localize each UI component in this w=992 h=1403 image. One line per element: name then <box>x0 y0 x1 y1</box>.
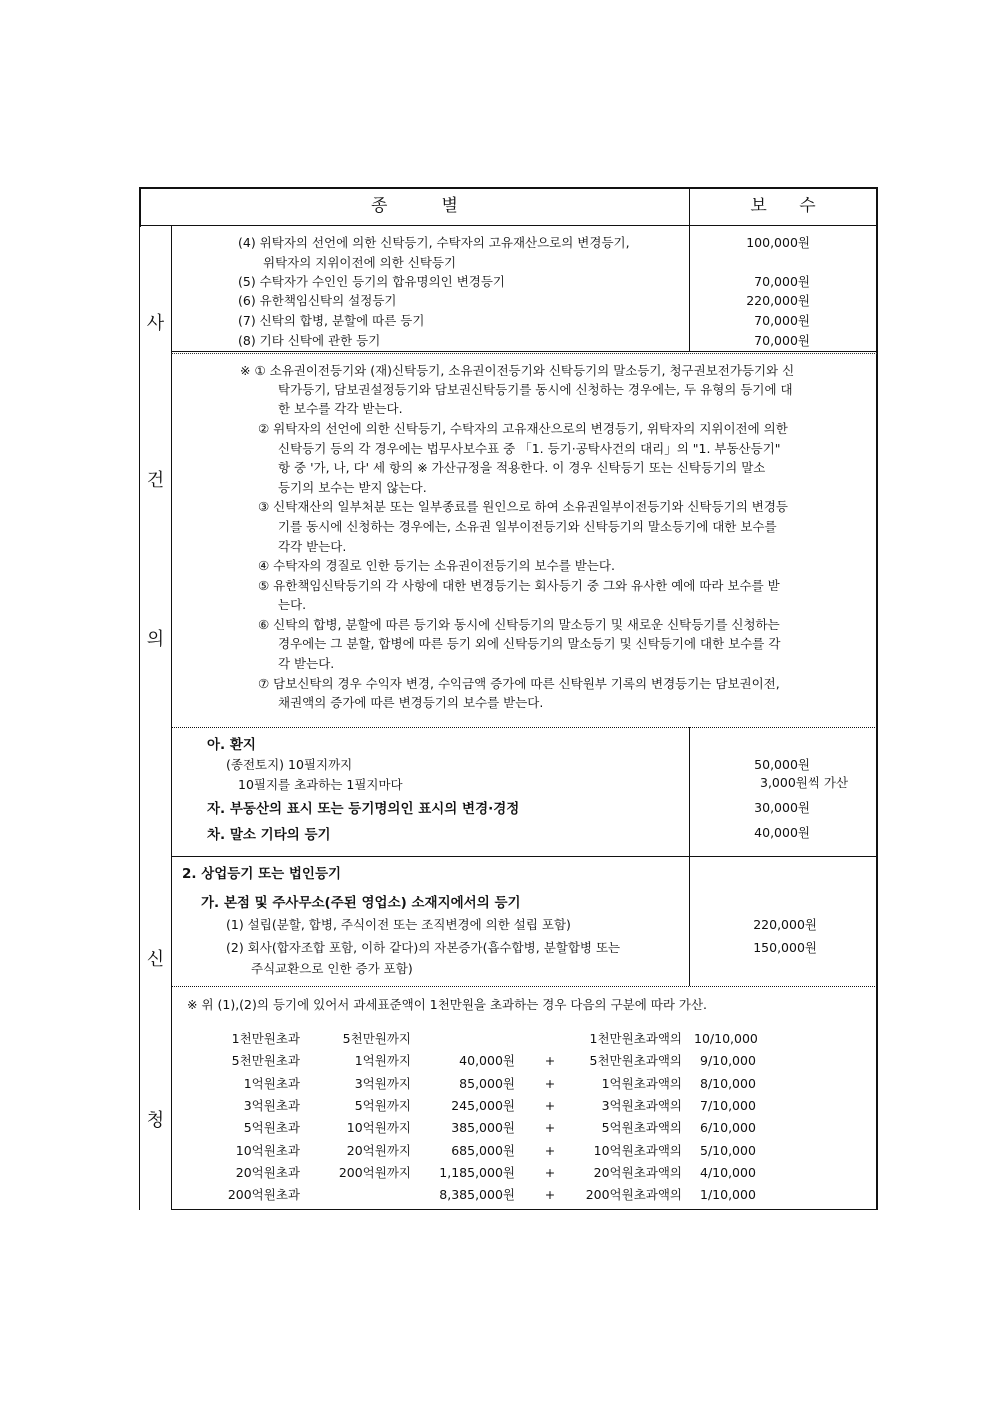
header-fee: 보 수 <box>750 196 816 216</box>
side-column-left-border <box>139 226 140 1210</box>
trust-item-5: (5) 수탁자가 수인인 등기의 합유명의인 변경등기 <box>238 274 505 289</box>
surcharge-plus: + <box>544 1076 556 1091</box>
header-bottom-border <box>139 225 878 226</box>
surcharge-from: 1억원초과 <box>243 1076 300 1091</box>
trust-item-4: (4) 위탁자의 선언에 의한 신탁등기, 수탁자의 고유재산으로의 변경등기, <box>238 235 630 250</box>
note-line: 한 보수를 각각 받는다. <box>278 401 403 416</box>
section-ja-fee: 30,000원 <box>754 800 810 815</box>
surcharge-base: 245,000원 <box>451 1098 515 1113</box>
surcharge-over: 5천만원초과액의 <box>589 1053 682 1068</box>
surcharge-from: 5천만원초과 <box>231 1053 300 1068</box>
surcharge-plus: + <box>544 1098 556 1113</box>
side-label-ui: 의 <box>146 629 165 650</box>
surcharge-to: 3억원까지 <box>354 1076 411 1091</box>
surcharge-rate: 7/10,000 <box>700 1098 756 1113</box>
note-line: 는다. <box>278 597 307 612</box>
section-cha-fee: 40,000원 <box>754 825 810 840</box>
section-2-item2-cont: 주식교환으로 인한 증가 포함) <box>251 961 413 976</box>
surcharge-rate: 6/10,000 <box>700 1120 756 1135</box>
surcharge-to: 5억원까지 <box>354 1098 411 1113</box>
section-a-title: 아. 환지 <box>207 737 256 753</box>
surcharge-from: 5억원초과 <box>243 1120 300 1135</box>
trust-item-5-fee: 70,000원 <box>754 274 810 289</box>
trust-item-8-fee: 70,000원 <box>754 333 810 348</box>
surcharge-to: 20억원까지 <box>346 1143 411 1158</box>
table-bottom-border <box>171 1209 877 1210</box>
section-2-title: 2. 상업등기 또는 법인등기 <box>182 866 342 882</box>
row-separator-2 <box>171 353 877 354</box>
surcharge-over: 20억원초과액의 <box>593 1165 682 1180</box>
note-line: ② 위탁자의 선언에 의한 신탁등기, 수탁자의 고유재산으로의 변경등기, 위탁자의 지위이전에 의한 <box>258 421 788 436</box>
surcharge-plus: + <box>544 1053 556 1068</box>
note-line: 항 중 '가, 나, 다' 세 항의 ※ 가산규정을 적용한다. 이 경우 신탁등기 또는 신탁등기의 말소 <box>278 460 766 475</box>
section-2-fee1: 220,000원 <box>753 917 817 932</box>
section-a-line2: 10필지를 초과하는 1필지마다 <box>238 777 403 792</box>
note-line: ③ 신탁재산의 일부처분 또는 일부종료를 원인으로 하여 소유권일부이전등기와 신탁등기의 변경등 <box>258 499 788 514</box>
note-line: 등기의 보수는 받지 않는다. <box>278 480 427 495</box>
side-label-sa: 사 <box>146 313 165 334</box>
trust-item-4-cont: 위탁자의 지위이전에 의한 신탁등기 <box>263 255 457 270</box>
surcharge-to: 1억원까지 <box>354 1053 411 1068</box>
section-2-ga: 가. 본점 및 주사무소(주된 영업소) 소재지에서의 등기 <box>201 895 521 911</box>
side-column-right-border <box>171 226 172 1210</box>
side-label-geon: 건 <box>146 470 165 491</box>
surcharge-base: 385,000원 <box>451 1120 515 1135</box>
row-separator-5 <box>171 986 877 987</box>
surcharge-from: 1천만원초과 <box>231 1031 300 1046</box>
trust-item-4-fee: 100,000원 <box>746 235 810 250</box>
note-line: 각각 받는다. <box>278 539 347 554</box>
surcharge-over: 5억원초과액의 <box>601 1120 682 1135</box>
section-cha: 차. 말소 기타의 등기 <box>207 827 331 843</box>
row-separator-3 <box>171 727 877 728</box>
surcharge-to: 5천만원까지 <box>342 1031 411 1046</box>
surcharge-to: 200억원까지 <box>338 1165 411 1180</box>
note-line: 각 받는다. <box>278 656 335 671</box>
header-kind: 종 별 <box>371 196 458 216</box>
surcharge-note: ※ 위 (1),(2)의 등기에 있어서 과세표준액이 1천만원을 초과하는 경우 다음의 구분에 따라 가산. <box>187 997 708 1012</box>
note-line: ⑦ 담보신탁의 경우 수익자 변경, 수익금액 증가에 따른 신탁원부 기록의 변경등기는 담보권이전, <box>258 676 780 691</box>
surcharge-plus: + <box>544 1143 556 1158</box>
trust-item-8: (8) 기타 신탁에 관한 등기 <box>238 333 381 348</box>
section-2-item1: (1) 설립(분할, 합병, 주식이전 또는 조직변경에 의한 설립 포함) <box>226 917 571 932</box>
note-line: 신탁등기 등의 각 경우에는 법무사보수표 중 「1. 등기·공탁사건의 대리」의 "1. 부동산등기" <box>278 441 781 456</box>
surcharge-rate: 5/10,000 <box>700 1143 756 1158</box>
surcharge-rate: 8/10,000 <box>700 1076 756 1091</box>
table-right-border <box>876 187 878 1210</box>
surcharge-base: 1,185,000원 <box>439 1165 515 1180</box>
surcharge-rate: 10/10,000 <box>694 1031 758 1046</box>
note-line: 채권액의 증가에 따른 변경등기의 보수를 받는다. <box>278 695 544 710</box>
side-label-cheong: 청 <box>146 1110 165 1131</box>
note-line: ※ ① 소유권이전등기와 (재)신탁등기, 소유권이전등기와 신탁등기의 말소등기, 청구권보전가등기와 신 <box>240 363 795 378</box>
section-ja: 자. 부동산의 표시 또는 등기명의인 표시의 변경·경정 <box>207 801 520 817</box>
note-line: ⑥ 신탁의 합병, 분할에 따른 등기와 동시에 신탁등기의 말소등기 및 새로운 신탁등기를 신청하는 <box>258 617 780 632</box>
surcharge-rate: 9/10,000 <box>700 1053 756 1068</box>
row-separator-1 <box>171 351 877 352</box>
table-top-border <box>139 187 878 189</box>
surcharge-base: 685,000원 <box>451 1143 515 1158</box>
trust-item-6: (6) 유한책임신탁의 설정등기 <box>238 293 397 308</box>
surcharge-over: 200억원초과액의 <box>585 1187 682 1202</box>
section-2-item2: (2) 회사(합자조합 포함, 이하 같다)의 자본증가(흡수합병, 분할합병 또는 <box>226 940 621 955</box>
surcharge-from: 20억원초과 <box>235 1165 300 1180</box>
surcharge-plus: + <box>544 1120 556 1135</box>
side-label-sin: 신 <box>146 949 165 970</box>
surcharge-over: 3억원초과액의 <box>601 1098 682 1113</box>
section-2-fee2: 150,000원 <box>753 940 817 955</box>
section-a-fee1: 50,000원 <box>754 757 810 772</box>
trust-item-7-fee: 70,000원 <box>754 313 810 328</box>
note-line: 기를 동시에 신청하는 경우에는, 소유권 일부이전등기와 신탁등기의 말소등기에 대한 보수를 <box>278 519 777 534</box>
surcharge-base: 8,385,000원 <box>439 1187 515 1202</box>
trust-item-7: (7) 신탁의 합병, 분할에 따른 등기 <box>238 313 425 328</box>
surcharge-to: 10억원까지 <box>346 1120 411 1135</box>
note-line: 탁가등기, 담보권설정등기와 담보권신탁등기를 동시에 신청하는 경우에는, 두 유형의 등기에 대 <box>278 382 793 397</box>
note-line: ④ 수탁자의 경질로 인한 등기는 소유권이전등기의 보수를 받는다. <box>258 558 615 573</box>
section-a-line1: (종전토지) 10필지까지 <box>226 757 353 772</box>
surcharge-plus: + <box>544 1165 556 1180</box>
trust-item-6-fee: 220,000원 <box>746 293 810 308</box>
section-a-fee2: 3,000원씩 가산 <box>760 775 849 790</box>
surcharge-rate: 4/10,000 <box>700 1165 756 1180</box>
surcharge-from: 3억원초과 <box>243 1098 300 1113</box>
surcharge-from: 10억원초과 <box>235 1143 300 1158</box>
row-separator-4 <box>171 856 877 857</box>
surcharge-plus: + <box>544 1187 556 1202</box>
surcharge-over: 1억원초과액의 <box>601 1076 682 1091</box>
surcharge-over: 1천만원초과액의 <box>589 1031 682 1046</box>
note-line: 경우에는 그 분할, 합병에 따른 등기 외에 신탁등기의 말소등기 및 신탁등기에 대한 보수를 각 <box>278 636 781 651</box>
surcharge-base: 85,000원 <box>459 1076 515 1091</box>
surcharge-rate: 1/10,000 <box>700 1187 756 1202</box>
surcharge-from: 200억원초과 <box>227 1187 300 1202</box>
note-line: ⑤ 유한책임신탁등기의 각 사항에 대한 변경등기는 회사등기 중 그와 유사한 예에 따라 보수를 받 <box>258 578 780 593</box>
surcharge-base: 40,000원 <box>459 1053 515 1068</box>
surcharge-over: 10억원초과액의 <box>593 1143 682 1158</box>
